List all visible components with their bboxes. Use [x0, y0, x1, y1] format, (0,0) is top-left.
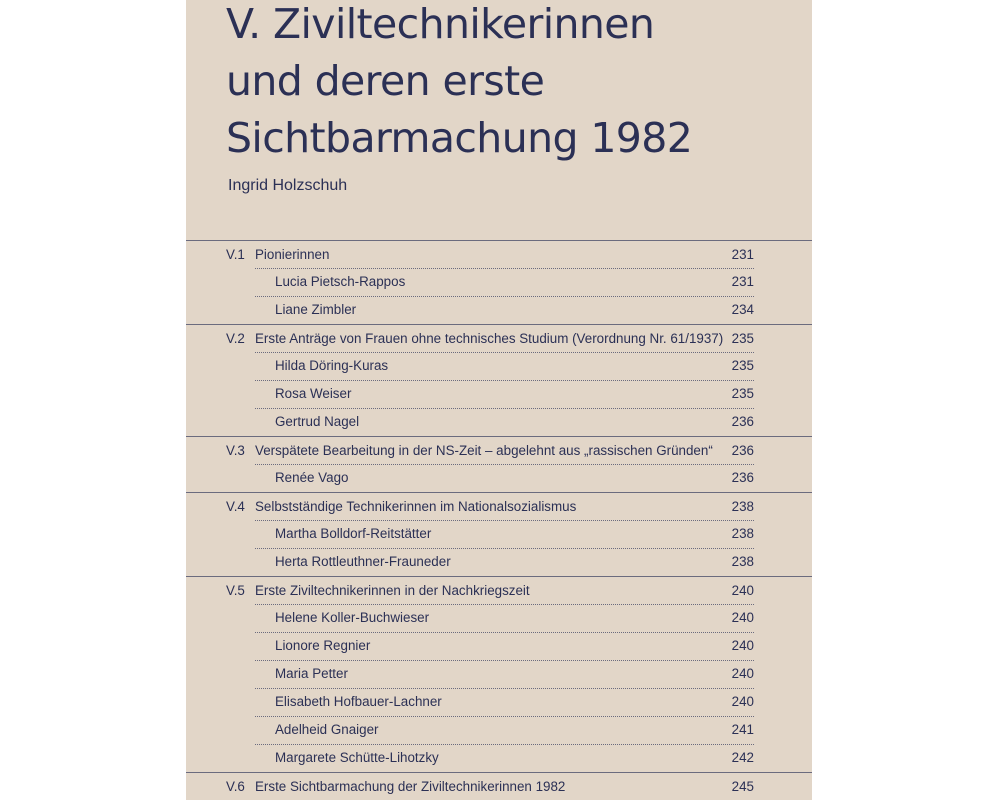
toc-page-number: 240 [731, 694, 754, 709]
toc-section-title: Erste Anträge von Frauen ohne technisches Studium (Verordnung Nr. 61/1937) [255, 331, 724, 346]
toc-page-number: 238 [731, 499, 754, 514]
toc-section-number: V.2 [226, 331, 245, 346]
toc-section-row [186, 436, 812, 464]
toc-section-title: Verspätete Bearbeitung in der NS-Zeit – abgelehnt aus „rassischen Gründen“ [255, 443, 713, 458]
toc-entry-row [186, 744, 812, 772]
toc-entry-row [186, 296, 812, 324]
toc-entry-name: Helene Koller-Buchwieser [275, 610, 430, 625]
toc-section-title: Selbstständige Technikerinnen im Nationalsozialismus [255, 499, 577, 514]
toc-section-title: Erste Sichtbarmachung der Ziviltechnikerinnen 1982 [255, 779, 566, 794]
toc-section-title: Erste Ziviltechnikerinnen in der Nachkriegszeit [255, 583, 530, 598]
toc-section-number: V.4 [226, 499, 245, 514]
toc-entry-name: Martha Bolldorf-Reitstätter [275, 526, 432, 541]
toc-entry-row [186, 632, 812, 660]
toc-page-number: 245 [731, 779, 754, 794]
toc-entry-row [186, 268, 812, 296]
toc-entry-row [186, 352, 812, 380]
toc-section-number: V.5 [226, 583, 245, 598]
toc-entry-row [186, 408, 812, 436]
toc-entry-name: Hilda Döring-Kuras [275, 358, 389, 373]
toc-page-number: 231 [731, 274, 754, 289]
chapter-title-line: V. Ziviltechnikerinnen [226, 0, 655, 48]
book-page [186, 0, 812, 800]
toc-entry-name: Lionore Regnier [275, 638, 371, 653]
toc-entry-row [186, 380, 812, 408]
toc-page-number: 234 [731, 302, 754, 317]
toc-entry-row [186, 660, 812, 688]
chapter-title-line: und deren erste [226, 57, 545, 105]
toc-page-number: 236 [731, 414, 754, 429]
toc-section-row [186, 492, 812, 520]
toc-page-number: 236 [731, 470, 754, 485]
table-of-contents [186, 240, 812, 800]
chapter-author: Ingrid Holzschuh [228, 177, 348, 194]
toc-entry-name: Maria Petter [275, 666, 348, 681]
toc-page-number: 240 [731, 638, 754, 653]
toc-page-number: 240 [731, 666, 754, 681]
toc-page-number: 236 [731, 443, 754, 458]
toc-entry-row [186, 716, 812, 744]
toc-entry-name: Herta Rottleuthner-Frauneder [275, 554, 451, 569]
toc-page-number: 235 [731, 386, 754, 401]
toc-page-number: 231 [731, 247, 754, 262]
toc-entry-name: Liane Zimbler [275, 302, 357, 317]
toc-entry-name: Margarete Schütte-Lihotzky [275, 750, 439, 765]
toc-section-number: V.3 [226, 443, 245, 458]
chapter-title [226, 0, 796, 167]
toc-entry-row [186, 464, 812, 492]
toc-entry-row [186, 520, 812, 548]
toc-section-number: V.1 [226, 247, 245, 262]
toc-section-row [186, 240, 812, 268]
toc-entry-name: Renée Vago [275, 470, 349, 485]
toc-entry-name: Rosa Weiser [275, 386, 352, 401]
toc-page-number: 238 [731, 554, 754, 569]
toc-section-number: V.6 [226, 779, 245, 794]
toc-page-number: 240 [731, 610, 754, 625]
toc-section-row [186, 324, 812, 352]
toc-page-number: 238 [731, 526, 754, 541]
chapter-title-line: Sichtbarmachung 1982 [226, 114, 693, 162]
toc-page-number: 240 [731, 583, 754, 598]
toc-entry-row [186, 548, 812, 576]
toc-page-number: 241 [731, 722, 754, 737]
toc-section-row [186, 576, 812, 604]
toc-entry-row [186, 688, 812, 716]
toc-entry-name: Adelheid Gnaiger [275, 722, 379, 737]
toc-entry-name: Gertrud Nagel [275, 414, 360, 429]
toc-entry-name: Lucia Pietsch-Rappos [275, 274, 406, 289]
toc-section-title: Pionierinnen [255, 247, 330, 262]
toc-page-number: 235 [731, 331, 754, 346]
toc-page-number: 235 [731, 358, 754, 373]
toc-section-row [186, 772, 812, 800]
toc-entry-name: Elisabeth Hofbauer-Lachner [275, 694, 442, 709]
toc-page-number: 242 [731, 750, 754, 765]
toc-entry-row [186, 604, 812, 632]
